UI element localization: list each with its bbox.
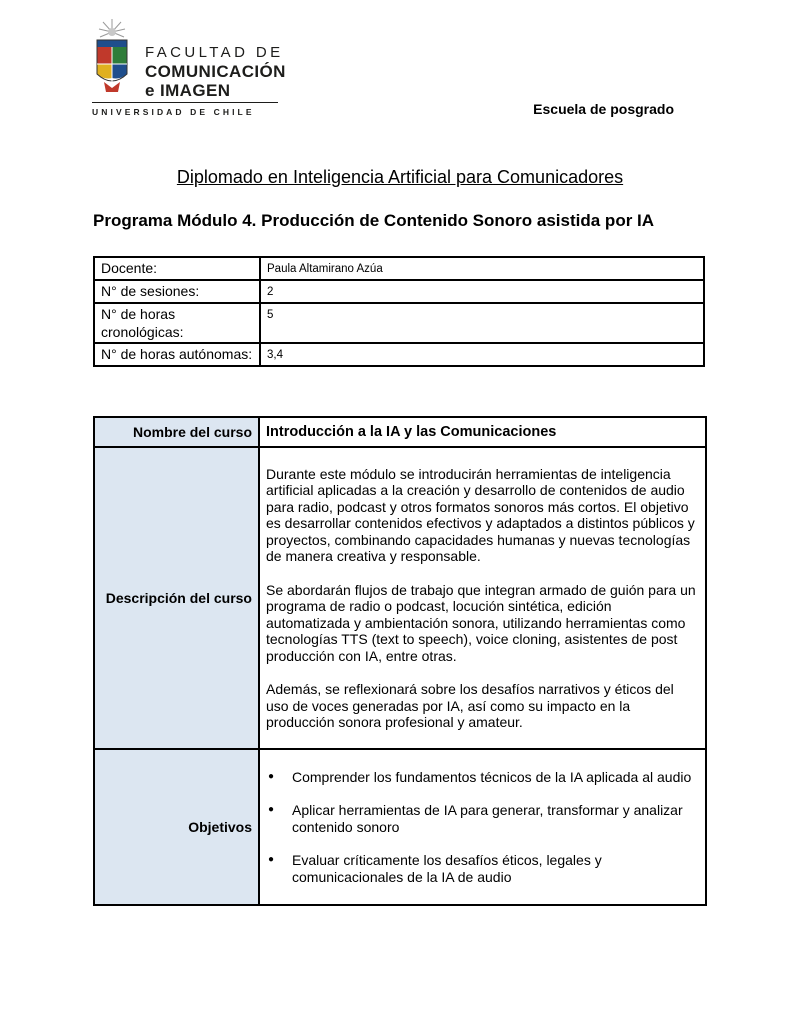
course-objectives-label: Objetivos [94, 749, 259, 905]
course-objectives [259, 749, 706, 905]
diploma-title: Diplomado en Inteligencia Artificial para Comunicadores [176, 167, 624, 187]
logo-text-comunicacion: COMUNICACIÓN [145, 62, 286, 81]
logo-text-imagen: e IMAGEN [145, 81, 231, 100]
list-item: ● Evaluar críticamente los desafíos éticos, legales y comunicacionales de la IA de audio [266, 852, 699, 885]
table-row [94, 417, 706, 447]
list-item: ● Aplicar herramientas de IA para generar, transformar y analizar contenido sonoro [266, 802, 699, 835]
objectives-list [266, 769, 699, 886]
university-shield-icon [92, 18, 132, 98]
list-item: ● Comprender los fundamentos técnicos de la IA aplicada al audio [266, 769, 699, 786]
course-name-label: Nombre del curso [94, 417, 259, 447]
info-label-horas-cronologicas: N° de horas cronológicas: [94, 303, 260, 343]
info-label-sesiones: N° de sesiones: [94, 280, 260, 303]
module-info-table [93, 256, 705, 367]
course-table [93, 416, 707, 906]
table-row [94, 447, 706, 749]
info-value-horas-cronologicas: 5 [260, 303, 704, 343]
logo-text-university: UNIVERSIDAD DE CHILE [92, 107, 255, 117]
course-description-label: Descripción del curso [94, 447, 259, 749]
info-label-docente: Docente: [94, 257, 260, 280]
logo-divider [92, 102, 278, 103]
table-row [94, 749, 706, 905]
table-row [94, 303, 704, 343]
logo-text-facultad: FACULTAD DE [145, 44, 284, 61]
table-row [94, 280, 704, 303]
description-paragraph: Se abordarán flujos de trabajo que integran armado de guión para un programa de radio o podcast, locución sintética, edición automatizada y ambientación sonora, utilizando herramientas como tecnologías TTS (text to speech), voice cloning, asistentes de post producción con IA, entre otras. [266, 581, 696, 664]
info-label-horas-autonomas: N° de horas autónomas: [94, 343, 260, 366]
faculty-logo [92, 18, 286, 118]
description-paragraph: Durante este módulo se introducirán herramientas de inteligencia artificial aplicadas a la creación y desarrollo de contenidos de audio para radio, podcast y otros formatos sonoros más cortos. El objetivo es desarrollar contenidos efectivos y adaptados a distintos públicos y proyectos, combinando capacidades humanas y nuevas tecnologías de manera creativa y responsable. [266, 465, 695, 564]
course-name-value: Introducción a la IA y las Comunicaciones [259, 417, 706, 447]
table-row [94, 257, 704, 280]
info-value-horas-autonomas: 3,4 [260, 343, 704, 366]
info-value-sesiones: 2 [260, 280, 704, 303]
program-title: Programa Módulo 4. Producción de Contenido Sonoro asistida por IA [93, 211, 655, 230]
table-row [94, 343, 704, 366]
description-paragraph: Además, se reflexionará sobre los desafíos narrativos y éticos del uso de voces generadas por IA, así como su impacto en la producción sonora profesional y amateur. [266, 681, 674, 730]
school-name: Escuela de posgrado [533, 101, 674, 117]
info-value-docente: Paula Altamirano Azúa [260, 257, 704, 280]
course-description [259, 447, 706, 749]
